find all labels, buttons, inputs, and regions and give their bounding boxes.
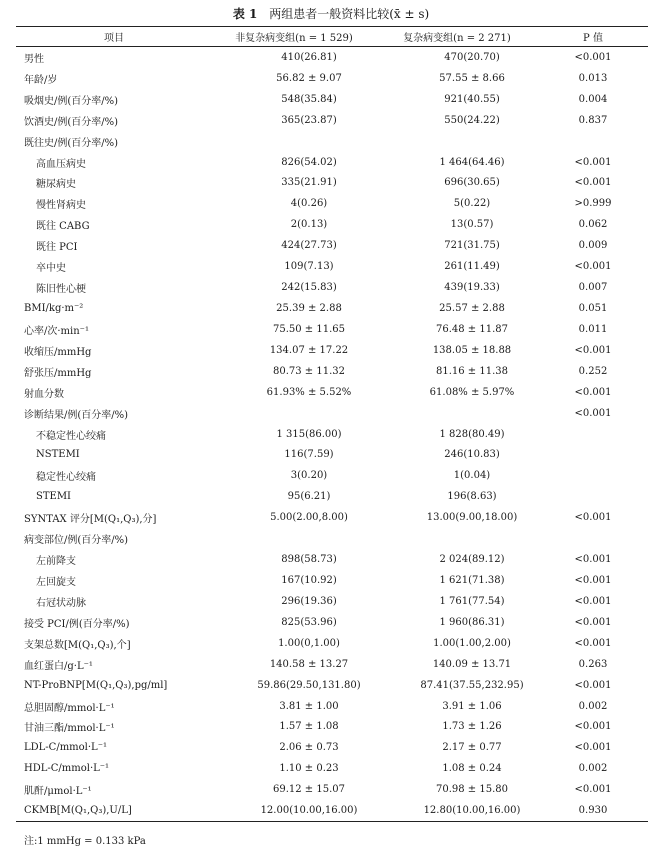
non-complex-value: 25.39 ± 2.88: [276, 303, 342, 315]
complex-value: 1 621(71.38): [439, 575, 505, 586]
p-value: [538, 424, 648, 445]
non-complex-value: [212, 528, 376, 549]
p-value: <0.001: [574, 595, 612, 607]
complex-value: 140.09 ± 13.71: [432, 658, 512, 670]
complex-value: [376, 131, 538, 152]
p-value: 0.011: [578, 323, 608, 335]
non-complex-value: 59.86(29.50,131.80): [257, 679, 361, 691]
row-label: 接受 PCI/例(百分率/%): [24, 618, 130, 630]
complex-value: 470(20.70): [444, 51, 500, 63]
complex-value: 87.41(37.55,232.95): [420, 679, 524, 691]
non-complex-value: 3.81 ± 1.00: [279, 700, 339, 712]
row-label: 既往 CABG: [36, 221, 90, 233]
header-non-complex-group: 非复杂病变组(n = 1 529): [212, 27, 376, 47]
row-label: 高血压病史: [36, 158, 86, 170]
row-label: NT-ProBNP[M(Q₁,Q₃),pg/ml]: [24, 679, 168, 691]
complex-value: 2 024(89.12): [439, 554, 505, 566]
table-row: [16, 256, 648, 277]
non-complex-value: 56.82 ± 9.07: [276, 72, 342, 84]
row-label: 病变部位/例(百分率/%): [24, 535, 129, 547]
non-complex-value: 140.58 ± 13.27: [269, 658, 349, 670]
row-label: 心率/次·min⁻¹: [24, 325, 89, 337]
row-label: 左前降支: [36, 556, 76, 568]
p-value: <0.001: [574, 742, 612, 754]
row-label: 射血分数: [24, 388, 64, 400]
complex-value: 81.16 ± 11.38: [436, 365, 508, 377]
complex-value: 721(31.75): [444, 240, 500, 252]
p-value: 0.009: [578, 240, 608, 252]
table-row: [16, 445, 648, 466]
complex-value: 196(8.63): [447, 491, 497, 503]
table-row: [16, 89, 648, 110]
p-value: 0.263: [578, 658, 608, 670]
table-row: [16, 68, 648, 89]
complex-value: 138.05 ± 18.88: [432, 344, 512, 356]
non-complex-value: [212, 403, 376, 424]
p-value: [538, 445, 648, 466]
table-row: [16, 340, 648, 361]
row-label: 稳定性心绞痛: [36, 472, 96, 484]
complex-value: 696(30.65): [444, 177, 500, 189]
p-value: <0.001: [574, 407, 612, 419]
non-complex-value: 826(54.02): [281, 156, 337, 168]
table-row: [16, 737, 648, 758]
table-row: [16, 675, 648, 696]
row-label: 甘油三酯/mmol·L⁻¹: [24, 723, 115, 735]
table-row: [16, 298, 648, 319]
p-value: <0.001: [574, 344, 612, 356]
table-row: [16, 235, 648, 256]
table-body: [16, 47, 648, 822]
table-title: 两组患者一般资料比较(x̄ ± s): [269, 7, 430, 21]
row-label: 陈旧性心梗: [36, 284, 86, 296]
non-complex-value: 242(15.83): [281, 282, 337, 294]
data-table: [16, 26, 648, 822]
table-row: [16, 424, 648, 445]
non-complex-value: 3(0.20): [290, 470, 328, 482]
table-row: [16, 173, 648, 194]
non-complex-value: 365(23.87): [281, 114, 337, 126]
row-label: 右冠状动脉: [36, 597, 86, 609]
complex-value: [376, 528, 538, 549]
complex-value: [376, 403, 538, 424]
non-complex-value: [212, 131, 376, 152]
complex-value: 57.55 ± 8.66: [439, 72, 505, 84]
complex-value: 1 761(77.54): [439, 595, 505, 607]
p-value: 0.837: [578, 114, 608, 126]
complex-value: 13.00(9.00,18.00): [426, 512, 518, 524]
p-value: <0.001: [574, 51, 612, 63]
table-row: [16, 319, 648, 340]
p-value: 0.252: [578, 365, 608, 377]
complex-value: 61.08% ± 5.97%: [429, 386, 515, 398]
table-row: [16, 277, 648, 298]
p-value: [538, 528, 648, 549]
table-row: [16, 758, 648, 779]
non-complex-value: 424(27.73): [281, 240, 337, 252]
row-label: 既往 PCI: [36, 242, 78, 254]
table-row: [16, 382, 648, 403]
p-value: <0.001: [574, 575, 612, 586]
p-value: <0.001: [574, 616, 612, 628]
table-number: 表 1: [232, 7, 258, 21]
p-value: 0.004: [578, 93, 608, 105]
complex-value: 1 828(80.49): [439, 428, 505, 440]
table-row: [16, 214, 648, 235]
complex-value: 1.00(1.00,2.00): [433, 637, 511, 649]
complex-value: 261(11.49): [444, 261, 500, 273]
table-row: [16, 779, 648, 800]
p-value: >0.999: [574, 198, 612, 210]
p-value: <0.001: [574, 784, 612, 796]
table-row: [16, 654, 648, 675]
p-value: <0.001: [574, 156, 612, 168]
complex-value: 1 464(64.46): [439, 156, 505, 168]
p-value: <0.001: [574, 721, 612, 733]
non-complex-value: 109(7.13): [284, 261, 334, 273]
table-row: [16, 403, 648, 424]
complex-value: 246(10.83): [444, 449, 500, 461]
p-value: <0.001: [574, 512, 612, 524]
p-value: 0.930: [538, 800, 648, 821]
non-complex-value: 12.00(10.00,16.00): [212, 800, 376, 821]
complex-value: 3.91 ± 1.06: [442, 700, 502, 712]
row-label: LDL-C/mmol·L⁻¹: [24, 742, 107, 754]
row-label: HDL-C/mmol·L⁻¹: [24, 763, 110, 775]
complex-value: 1(0.04): [453, 470, 491, 482]
non-complex-value: 1 315(86.00): [276, 428, 342, 440]
complex-value: 1.08 ± 0.24: [442, 763, 502, 775]
non-complex-value: 116(7.59): [284, 449, 334, 461]
p-value: <0.001: [574, 637, 612, 649]
p-value: [538, 486, 648, 507]
header-row: [16, 27, 648, 47]
p-value: 0.002: [578, 700, 608, 712]
row-label: 肌酐/μmol·L⁻¹: [24, 786, 92, 798]
row-label: 总胆固醇/mmol·L⁻¹: [24, 702, 115, 714]
table-row: [16, 465, 648, 486]
table-row: [16, 696, 648, 717]
row-label: 卒中史: [36, 263, 66, 275]
row-label: SYNTAX 评分[M(Q₁,Q₃),分]: [24, 514, 157, 526]
table-row: [16, 131, 648, 152]
p-value: 0.013: [578, 72, 608, 84]
table-row: [16, 47, 648, 68]
complex-value: 76.48 ± 11.87: [436, 323, 508, 335]
table-row: [16, 152, 648, 173]
row-label: 不稳定性心绞痛: [36, 430, 106, 442]
complex-value: 2.17 ± 0.77: [442, 742, 502, 754]
row-label: 诊断结果/例(百分率/%): [24, 409, 129, 421]
row-label: 慢性肾病史: [36, 200, 86, 212]
row-label: BMI/kg·m⁻²: [24, 303, 84, 315]
table-row: [16, 612, 648, 633]
p-value: 0.062: [578, 219, 608, 231]
row-label: 既往史/例(百分率/%): [24, 137, 119, 149]
row-label: 左回旋支: [36, 577, 76, 588]
p-value: <0.001: [574, 386, 612, 398]
non-complex-value: 167(10.92): [281, 575, 337, 586]
table-row: [16, 486, 648, 507]
row-label: 支架总数[M(Q₁,Q₃),个]: [24, 639, 131, 651]
non-complex-value: 335(21.91): [281, 177, 337, 189]
non-complex-value: 80.73 ± 11.32: [273, 365, 345, 377]
table-row: [16, 633, 648, 654]
non-complex-value: 69.12 ± 15.07: [273, 784, 345, 796]
table-footnote: 注:1 mmHg = 0.133 kPa: [24, 836, 146, 847]
row-label: STEMI: [36, 491, 72, 503]
table-row: [16, 549, 648, 570]
complex-value: 1.73 ± 1.26: [442, 721, 502, 733]
non-complex-value: 1.00(0,1.00): [278, 637, 340, 649]
complex-value: 550(24.22): [444, 114, 500, 126]
non-complex-value: 1.57 ± 1.08: [279, 721, 339, 733]
p-value: <0.001: [574, 177, 612, 189]
non-complex-value: 1.10 ± 0.23: [279, 763, 339, 775]
header-item: 项目: [16, 27, 212, 47]
complex-value: 1 960(86.31): [439, 616, 505, 628]
row-label: 舒张压/mmHg: [24, 367, 92, 379]
p-value: <0.001: [574, 261, 612, 273]
row-label: CKMB[M(Q₁,Q₃),U/L]: [16, 800, 212, 821]
complex-value: 439(19.33): [444, 282, 500, 294]
table-row: [16, 361, 648, 382]
non-complex-value: 898(58.73): [281, 554, 337, 566]
header-complex-group: 复杂病变组(n = 2 271): [376, 27, 538, 47]
table-row: [16, 193, 648, 214]
complex-value: 70.98 ± 15.80: [436, 784, 508, 796]
row-label: 饮酒史/例(百分率/%): [24, 116, 119, 128]
table-row: [16, 570, 648, 591]
table-row: [16, 591, 648, 612]
non-complex-value: 5.00(2.00,8.00): [270, 512, 348, 524]
p-value: <0.001: [574, 679, 612, 691]
non-complex-value: 296(19.36): [281, 595, 337, 607]
p-value: [538, 465, 648, 486]
complex-value: 12.80(10.00,16.00): [376, 800, 538, 821]
row-label: 男性: [24, 53, 44, 65]
non-complex-value: 134.07 ± 17.22: [269, 344, 349, 356]
non-complex-value: 95(6.21): [287, 491, 331, 503]
table-caption: [0, 6, 662, 22]
table-row: [16, 110, 648, 131]
non-complex-value: 548(35.84): [281, 93, 337, 105]
table-header: [16, 27, 648, 47]
non-complex-value: 825(53.96): [281, 616, 337, 628]
row-label: 糖尿病史: [36, 179, 76, 191]
row-label: 年龄/岁: [24, 74, 58, 86]
p-value: 0.002: [578, 763, 608, 775]
row-label: 血红蛋白/g·L⁻¹: [24, 660, 93, 672]
complex-value: 25.57 ± 2.88: [439, 303, 505, 315]
table-row: [16, 528, 648, 549]
p-value: 0.007: [578, 282, 608, 294]
table-row: [16, 507, 648, 528]
complex-value: 13(0.57): [450, 219, 494, 231]
non-complex-value: 4(0.26): [290, 198, 328, 210]
complex-value: 921(40.55): [444, 93, 500, 105]
complex-value: 5(0.22): [453, 198, 491, 210]
row-label: 收缩压/mmHg: [24, 346, 92, 358]
row-label: 吸烟史/例(百分率/%): [24, 95, 119, 107]
non-complex-value: 410(26.81): [281, 51, 337, 63]
table-row: [16, 800, 648, 821]
non-complex-value: 75.50 ± 11.65: [273, 323, 345, 335]
p-value: [538, 131, 648, 152]
p-value: 0.051: [578, 303, 608, 315]
p-value: <0.001: [574, 554, 612, 566]
table-row: [16, 717, 648, 738]
row-label: NSTEMI: [36, 449, 80, 461]
non-complex-value: 2(0.13): [290, 219, 328, 231]
non-complex-value: 61.93% ± 5.52%: [266, 386, 352, 398]
header-p-value: P 值: [538, 27, 648, 47]
non-complex-value: 2.06 ± 0.73: [279, 742, 339, 754]
